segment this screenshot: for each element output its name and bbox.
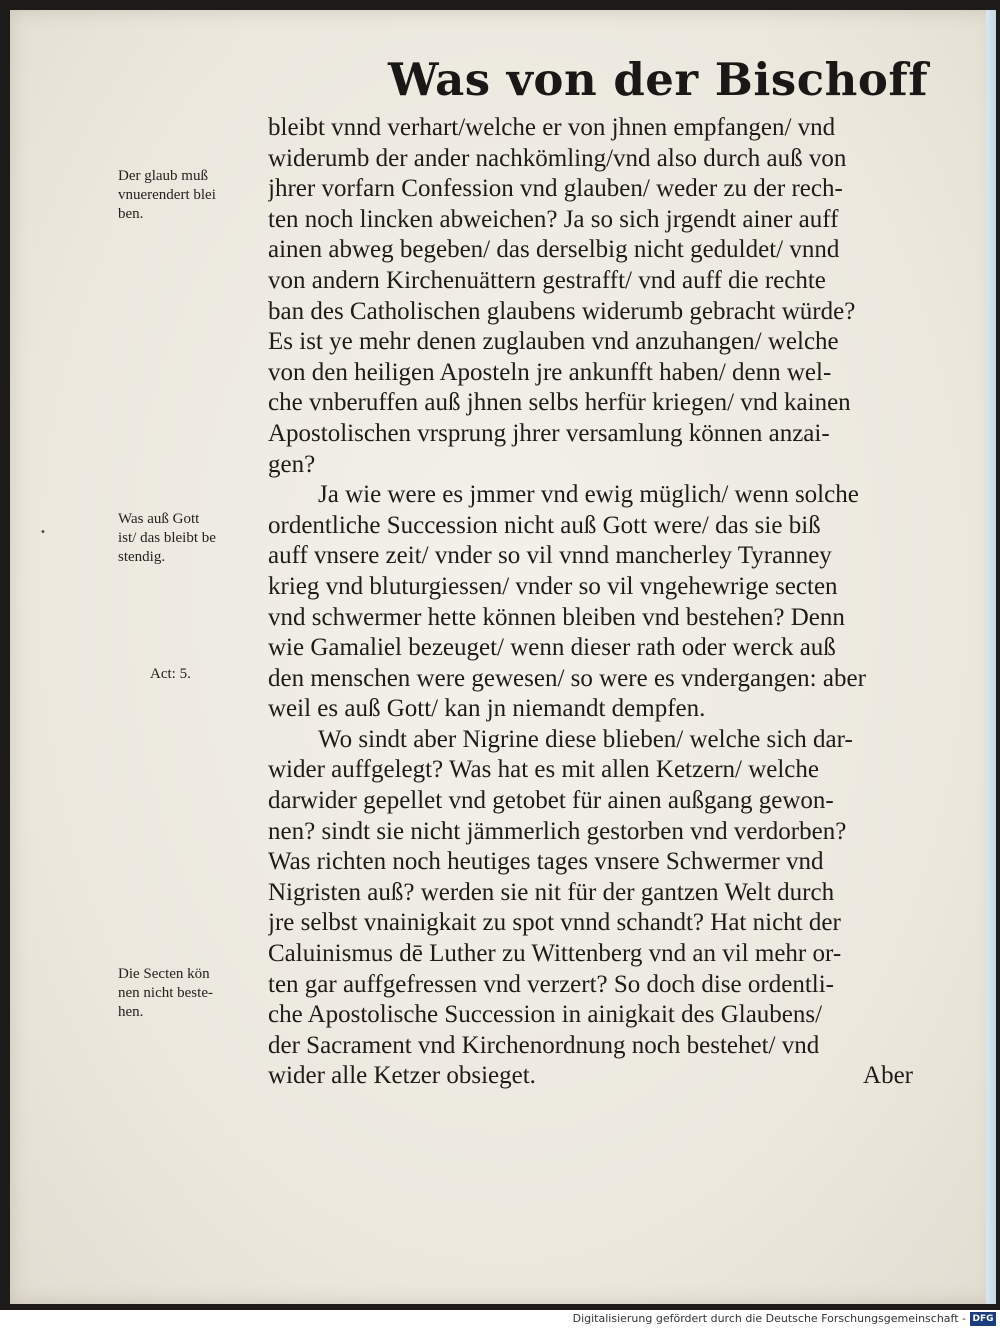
- margin-note-line: Was auß Gott: [118, 511, 200, 527]
- text-line: jhrer vorfarn Confession vnd glauben/ weder zu der rech-: [268, 175, 843, 203]
- text-line: che Apostolische Succession in ainigkait des Glaubens/: [268, 1001, 823, 1029]
- text-line: ten noch lincken abweichen? Ja so sich jrgendt ainer auff: [268, 205, 839, 233]
- text-line: ten gar auffgefressen vnd verzert? So doch dise ordentli-: [268, 970, 834, 998]
- body-text: [268, 113, 913, 1092]
- text-line: wie Gamaliel bezeuget/ wenn dieser rath oder werck auß: [268, 634, 836, 662]
- margin-note: [118, 510, 268, 567]
- text-line: wider alle Ketzer obsieget.: [268, 1062, 536, 1090]
- margin-note-line: hen.: [118, 1004, 144, 1020]
- text-line: von den heiligen Aposteln jre ankunfft haben/ denn wel-: [268, 358, 832, 386]
- margin-note: [118, 965, 268, 1022]
- margin-note-line: ist/ das bleibt be: [118, 530, 216, 546]
- text-line: von andern Kirchenuättern gestrafft/ vnd auff die rechte: [268, 266, 826, 294]
- text-line: Caluinismus dē Luther zu Wittenberg vnd an vil mehr or-: [268, 940, 842, 968]
- text-line: der Sacrament vnd Kirchenordnung noch bestehet/ vnd: [268, 1031, 820, 1059]
- footer-bar: [0, 1310, 1000, 1329]
- text-line: Was richten noch heutiges tages vnsere Schwermer vnd: [268, 848, 824, 876]
- text-line: widerumb der ander nachkömling/vnd also durch auß von: [268, 144, 847, 172]
- margin-note-line: stendig.: [118, 549, 166, 565]
- running-head: Was von der Bischoff: [388, 53, 929, 106]
- footer-credit: Digitalisierung gefördert durch die Deutsche Forschungsgemeinschaft -: [572, 1312, 966, 1325]
- text-line: darwider gepellet vnd getobet für ainen außgang gewon-: [268, 787, 834, 815]
- margin-note-line: Act: 5.: [150, 666, 191, 682]
- text-line: che vnberuffen auß jhnen selbs herfür kriegen/ vnd kainen: [268, 389, 851, 417]
- catchword: Aber: [863, 1062, 913, 1090]
- dfg-logo: DFG: [970, 1312, 996, 1326]
- text-line: jre selbst vnainigkait zu spot vnnd schandt? Hat nicht der: [268, 909, 841, 937]
- margin-note-line: nen nicht beste-: [118, 985, 213, 1001]
- page-edge: [986, 10, 996, 1304]
- text-line: ban des Catholischen glaubens widerumb gebracht würde?: [268, 297, 856, 325]
- text-line: auff vnsere zeit/ vnder so vil vnnd mancherley Tyranney: [268, 542, 832, 570]
- margin-note-line: Die Secten kön: [118, 966, 210, 982]
- text-line: den menschen were gewesen/ so were es vndergangen: aber: [268, 664, 866, 692]
- margin-note: [118, 167, 268, 224]
- text-line: Apostolischen vrsprung jhrer versamlung können anzai-: [268, 419, 830, 447]
- text-line: Nigristen auß? werden sie nit für der gantzen Welt durch: [268, 878, 835, 906]
- text-line: ainen abweg begeben/ das derselbig nicht geduldet/ vnnd: [268, 236, 840, 264]
- text-line: gen?: [268, 450, 316, 478]
- margin-note-line: Der glaub muß: [118, 168, 208, 184]
- margin-mark: •: [40, 527, 46, 538]
- text-line: Es ist ye mehr denen zuglauben vnd anzuhangen/ welche: [268, 328, 839, 356]
- margin-note-line: vnuerendert blei: [118, 187, 216, 203]
- margin-note-line: ben.: [118, 206, 144, 222]
- text-line: Ja wie were es jmmer vnd ewig müglich/ wenn solche: [318, 481, 859, 509]
- margin-note: [150, 665, 300, 684]
- text-line: wider auffgelegt? Was hat es mit allen Ketzern/ welche: [268, 756, 820, 784]
- text-line: ordentliche Succession nicht auß Gott were/ das sie biß: [268, 511, 821, 539]
- text-line: nen? sindt sie nicht jämmerlich gestorben vnd verdorben?: [268, 817, 847, 845]
- text-line: bleibt vnnd verhart/welche er von jhnen empfangen/ vnd: [268, 114, 836, 141]
- text-line: Wo sindt aber Nigrine diese blieben/ welche sich dar-: [318, 725, 853, 753]
- text-line: krieg vnd bluturgiessen/ vnder so vil vngehewrige secten: [268, 572, 838, 600]
- text-line: weil es auß Gott/ kan jn niemandt dempfen.: [268, 695, 706, 723]
- text-line: vnd schwermer hette können bleiben vnd bestehen? Denn: [268, 603, 845, 631]
